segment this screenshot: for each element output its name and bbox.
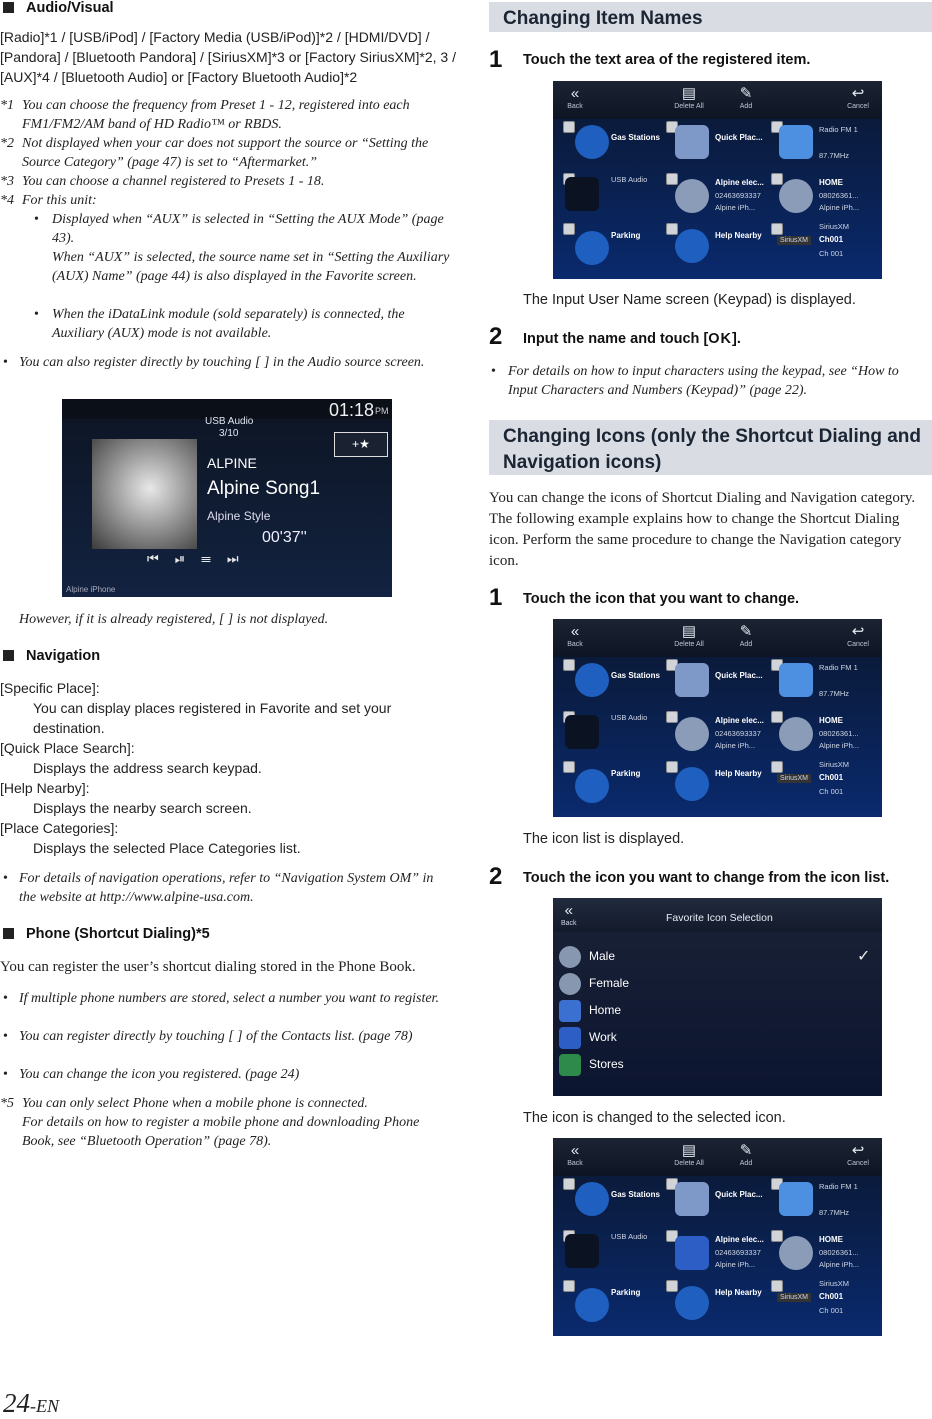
tile-sub: Alpine iPh...	[819, 741, 860, 750]
add-button[interactable]: ✎ Add	[726, 85, 766, 110]
phone-bullet-3: • You can change the icon you registered. (page 24)	[3, 1067, 300, 1082]
delete-all-icon: ▤	[681, 623, 697, 640]
tile-checkbox[interactable]	[771, 1280, 783, 1292]
phone-bullet-1: • If multiple phone numbers are stored, select a number you want to register.	[3, 991, 439, 1006]
screen-topbar	[553, 81, 882, 119]
favorite-screen-1	[553, 81, 882, 279]
changing-icons-heading: Changing Icons (only the Shortcut Dialing and Navigation icons)	[489, 420, 932, 475]
tile-checkbox[interactable]	[563, 121, 575, 133]
tile-label[interactable]: SiriusXM	[819, 222, 850, 231]
tile-label[interactable]: Parking	[611, 1288, 641, 1297]
tile-sub: Ch001	[819, 1292, 844, 1301]
player-artist: ALPINE	[207, 455, 257, 471]
tile-checkbox[interactable]	[771, 711, 783, 723]
tile-label[interactable]: HOME	[819, 1235, 843, 1244]
icon-option-female[interactable]: Female	[557, 971, 877, 997]
quick-place-icon	[675, 1182, 709, 1216]
tile-checkbox[interactable]	[563, 223, 575, 235]
cancel-button[interactable]: ↩ Cancel	[838, 1142, 878, 1167]
favorite-screen-3	[553, 1138, 882, 1336]
tile-label[interactable]: Radio FM 1	[819, 1182, 858, 1191]
step-result: The icon list is displayed.	[523, 831, 685, 847]
tile-checkbox[interactable]	[563, 1178, 575, 1190]
back-button[interactable]: « Back	[555, 623, 595, 648]
cancel-button[interactable]: ↩ Cancel	[838, 623, 878, 648]
note-3: *3 You can choose a channel registered to Presets 1 - 18.	[0, 174, 325, 189]
album-art	[92, 439, 197, 549]
note-1: *1 You can choose the frequency from Preset 1 - 12, registered into each FM1/FM2/AM band of HD Radio™ or RBDS.	[0, 98, 410, 132]
tile-checkbox[interactable]	[666, 761, 678, 773]
quick-place-icon	[675, 663, 709, 697]
tile-sub: Alpine iPh...	[715, 203, 756, 212]
sub-bullet-aux: • Displayed when “AUX” is selected in “Setting the AUX Mode” (page 43). When “AUX” is selected, the source name set in “Setting the Auxiliary (AUX) Name” (page 44) is also displayed in the Favorite screen.	[34, 212, 450, 284]
player-elapsed: 00'37''	[262, 529, 307, 546]
tile-label[interactable]: HOME	[819, 178, 843, 187]
home-icon	[559, 1000, 581, 1022]
tile-label[interactable]: Quick Plac...	[715, 671, 763, 680]
tile-label[interactable]: SiriusXM	[819, 1279, 850, 1288]
delete-all-button[interactable]: ▤ Delete All	[669, 1142, 709, 1167]
screen-topbar	[553, 619, 882, 657]
back-icon: «	[570, 1142, 580, 1159]
tile-sub: 02463693337	[715, 729, 761, 738]
tile-label[interactable]: Gas Stations	[611, 133, 660, 142]
player-source-label: USB Audio	[205, 416, 254, 427]
tile-label[interactable]: USB Audio	[611, 713, 648, 722]
phone-note: *5 You can only select Phone when a mobile phone is connected. For details on how to register a mobile phone and downloading Phone Book, see “Bluetooth Operation” (page 78).	[0, 1096, 420, 1149]
ok-key: OK	[708, 331, 733, 347]
tile-sub: Alpine iPh...	[819, 1260, 860, 1269]
player-controls	[147, 551, 255, 567]
work-icon	[559, 1027, 581, 1049]
tile-label[interactable]: Alpine elec...	[715, 716, 764, 725]
list-icon[interactable]: ☰	[201, 551, 227, 566]
step-text: Touch the text area of the registered item.	[523, 52, 811, 68]
previous-icon[interactable]: ⏮	[147, 551, 175, 566]
add-icon: ✎	[739, 1142, 753, 1159]
player-album: Alpine Style	[207, 509, 271, 523]
tile-checkbox[interactable]	[771, 223, 783, 235]
add-icon: ✎	[739, 623, 753, 640]
tile-label[interactable]: Help Nearby	[715, 231, 762, 240]
tile-label[interactable]: Help Nearby	[715, 769, 762, 778]
step-result: The Input User Name screen (Keypad) is displayed.	[523, 292, 856, 308]
tile-sub: Ch 001	[819, 787, 844, 796]
contact-icon	[779, 1236, 813, 1270]
tile-sub: 87.7MHz	[819, 689, 850, 698]
delete-all-button[interactable]: ▤ Delete All	[669, 623, 709, 648]
radio-icon	[779, 663, 813, 697]
tile-label[interactable]: Alpine elec...	[715, 1235, 764, 1244]
tile-label[interactable]: Gas Stations	[611, 1190, 660, 1199]
step-number: 1	[489, 46, 503, 73]
back-icon: «	[564, 902, 573, 919]
tile-label[interactable]: Radio FM 1	[819, 663, 858, 672]
selected-check-icon: ✓	[857, 948, 871, 965]
audio-player-screen	[62, 399, 392, 597]
tile-sub: Alpine iPh...	[715, 741, 756, 750]
register-bullet: • You can also register directly by touching [ ] in the Audio source screen.	[3, 355, 425, 370]
icon-option-work[interactable]: Work	[557, 1025, 877, 1051]
phone-heading: Phone (Shortcut Dialing)*5	[3, 926, 210, 942]
tile-sub: 02463693337	[715, 191, 761, 200]
tile-label[interactable]: Help Nearby	[715, 1288, 762, 1297]
phone-intro: You can register the user’s shortcut dialing stored in the Phone Book.	[0, 959, 416, 975]
tile-sub: Ch 001	[819, 249, 844, 258]
male-icon	[559, 946, 581, 968]
tile-label[interactable]: HOME	[819, 716, 843, 725]
female-icon	[559, 973, 581, 995]
player-footer-label: Alpine iPhone	[66, 585, 116, 594]
tile-sub: Ch001	[819, 773, 844, 782]
step-text: Touch the icon you want to change from the icon list.	[523, 870, 890, 886]
tile-label[interactable]: USB Audio	[611, 175, 648, 184]
siriusxm-logo: SiriusXM	[777, 236, 811, 245]
tile-label[interactable]: SiriusXM	[819, 760, 850, 769]
tile-checkbox[interactable]	[666, 173, 678, 185]
step-text: Touch the icon that you want to change.	[523, 591, 800, 607]
screen-title: Favorite Icon Selection	[666, 912, 773, 924]
tile-checkbox[interactable]	[771, 761, 783, 773]
tile-sub: 08026361...	[819, 729, 859, 738]
tile-label[interactable]: Radio FM 1	[819, 125, 858, 134]
tile-checkbox[interactable]	[771, 173, 783, 185]
player-track-number: 3/10	[219, 428, 239, 439]
note-4: *4 For this unit:	[0, 193, 97, 208]
square-bullet-icon	[3, 650, 14, 661]
add-icon: ✎	[739, 85, 753, 102]
siriusxm-logo: SiriusXM	[777, 1293, 811, 1302]
step-result: The icon is changed to the selected icon.	[523, 1110, 786, 1126]
tile-checkbox[interactable]	[666, 1280, 678, 1292]
cancel-icon: ↩	[851, 1142, 865, 1159]
contact-icon	[675, 717, 709, 751]
contact-icon	[675, 179, 709, 213]
tile-sub: 08026361...	[819, 1248, 859, 1257]
help-nearby-icon	[675, 767, 709, 801]
step-number: 2	[489, 863, 503, 890]
cancel-button[interactable]: ↩ Cancel	[838, 85, 878, 110]
tile-sub: Ch 001	[819, 1306, 844, 1315]
delete-all-icon: ▤	[681, 85, 697, 102]
phone-bullet-2: • You can register directly by touching [ ] of the Contacts list. (page 78)	[3, 1029, 413, 1044]
icon-option-home[interactable]: Home	[557, 998, 877, 1024]
quick-place-icon	[675, 125, 709, 159]
tile-label[interactable]: Quick Plac...	[715, 1190, 763, 1199]
icon-selection-screen	[553, 898, 882, 1096]
cancel-icon: ↩	[851, 85, 865, 102]
tile-checkbox[interactable]	[563, 1280, 575, 1292]
help-nearby-icon	[675, 1286, 709, 1320]
add-button[interactable]: ✎ Add	[726, 623, 766, 648]
favorite-add-button[interactable]: +★	[334, 432, 388, 457]
play-pause-icon[interactable]: ⏯	[174, 551, 202, 566]
tile-label[interactable]: USB Audio	[611, 1232, 648, 1241]
tile-label[interactable]: Parking	[611, 769, 641, 778]
contact-icon	[779, 179, 813, 213]
tile-label[interactable]: Quick Plac...	[715, 133, 763, 142]
tile-checkbox[interactable]	[771, 1230, 783, 1242]
screen-topbar	[553, 1138, 882, 1176]
music-icon	[565, 1234, 599, 1268]
tile-sub: Ch001	[819, 235, 844, 244]
square-bullet-icon	[3, 928, 14, 939]
radio-icon	[779, 1182, 813, 1216]
step-number: 2	[489, 323, 503, 350]
audio-visual-heading: Audio/Visual	[3, 0, 114, 16]
player-ampm: PM	[375, 406, 389, 416]
cancel-icon: ↩	[851, 623, 865, 640]
delete-all-icon: ▤	[681, 1142, 697, 1159]
tile-sub: 87.7MHz	[819, 151, 850, 160]
music-icon	[565, 715, 599, 749]
music-icon	[565, 177, 599, 211]
add-button[interactable]: ✎ Add	[726, 1142, 766, 1167]
changing-icons-intro: You can change the icons of Shortcut Dialing and Navigation category. The following example explains how to change the Shortcut Dialing icon. Perform the same procedure to change the Navigation category icon.	[489, 490, 916, 569]
favorite-screen-2	[553, 619, 882, 817]
keypad-bullet: • For details on how to input characters using the keypad, see “How to Input Characters and Numbers (Keypad)” (page 22).	[491, 364, 899, 398]
help-nearby-icon	[675, 229, 709, 263]
back-icon: «	[570, 623, 580, 640]
icon-option-male[interactable]: Male ✓	[557, 944, 877, 970]
back-button[interactable]: « Back	[561, 902, 577, 927]
tile-checkbox[interactable]	[666, 223, 678, 235]
radio-icon	[779, 125, 813, 159]
back-button[interactable]: « Back	[555, 1142, 595, 1167]
stores-icon	[559, 1054, 581, 1076]
work-icon	[675, 1236, 709, 1270]
audio-visual-sources: [Radio]*1 / [USB/iPod] / [Factory Media (USB/iPod)]*2 / [HDMI/DVD] / [Pandora] / [Bluetooth Pandora] / [SiriusXM]*3 or [Factory SiriusXM]*2, 3 / [AUX]*4 / [Bluetooth Audio] or [Factory Bluetooth Audio]*2	[0, 29, 456, 85]
tile-label[interactable]: Gas Stations	[611, 671, 660, 680]
player-song: Alpine Song1	[207, 478, 321, 499]
tile-sub: 02463693337	[715, 1248, 761, 1257]
parking-icon	[575, 769, 609, 803]
tile-sub: 08026361...	[819, 191, 859, 200]
navigation-heading: Navigation	[3, 648, 100, 664]
step-text: Input the name and touch [OK].	[523, 331, 741, 347]
note-2: *2 Not displayed when your car does not support the source or “Setting the Source Category” (page 47) is set to “Aftermarket.”	[0, 136, 429, 170]
back-icon: «	[570, 85, 580, 102]
tile-checkbox[interactable]	[563, 761, 575, 773]
parking-icon	[575, 231, 609, 265]
navigation-items: [Specific Place]: You can display places registered in Favorite and set your destination. [Quick Place Search]: Displays the address search keypad. [Help Nearby]: Displays the nearby search screen. [Place Categories]: Displays the selected Place Categories list.	[0, 680, 392, 856]
next-icon[interactable]: ⏭	[226, 551, 255, 566]
back-button[interactable]: « Back	[555, 85, 595, 110]
sub-bullet-idatalink: • When the iDataLink module (sold separately) is connected, the Auxiliary (AUX) mode is not available.	[34, 307, 405, 341]
tile-label[interactable]: Alpine elec...	[715, 178, 764, 187]
delete-all-button[interactable]: ▤ Delete All	[669, 85, 709, 110]
contact-icon	[779, 717, 813, 751]
navigation-bullet: • For details of navigation operations, refer to “Navigation System OM” in the website at http://www.alpine-usa.com.	[3, 871, 434, 905]
tile-sub: 87.7MHz	[819, 1208, 850, 1217]
step-number: 1	[489, 584, 503, 611]
parking-icon	[575, 1288, 609, 1322]
page-number: 24-EN	[3, 1388, 59, 1418]
gas-station-icon	[575, 663, 609, 697]
tile-sub: Alpine iPh...	[715, 1260, 756, 1269]
tile-label[interactable]: Parking	[611, 231, 641, 240]
tile-sub: Alpine iPh...	[819, 203, 860, 212]
square-bullet-icon	[3, 2, 14, 13]
player-clock: 01:18	[329, 400, 375, 420]
siriusxm-logo: SiriusXM	[777, 774, 811, 783]
gas-station-icon	[575, 125, 609, 159]
changing-item-names-heading: Changing Item Names	[489, 2, 932, 32]
already-registered-note: However, if it is already registered, [ ] is not displayed.	[19, 612, 329, 627]
icon-option-stores[interactable]: Stores	[557, 1052, 877, 1078]
tile-checkbox[interactable]	[563, 659, 575, 671]
gas-station-icon	[575, 1182, 609, 1216]
tile-checkbox[interactable]	[666, 711, 678, 723]
